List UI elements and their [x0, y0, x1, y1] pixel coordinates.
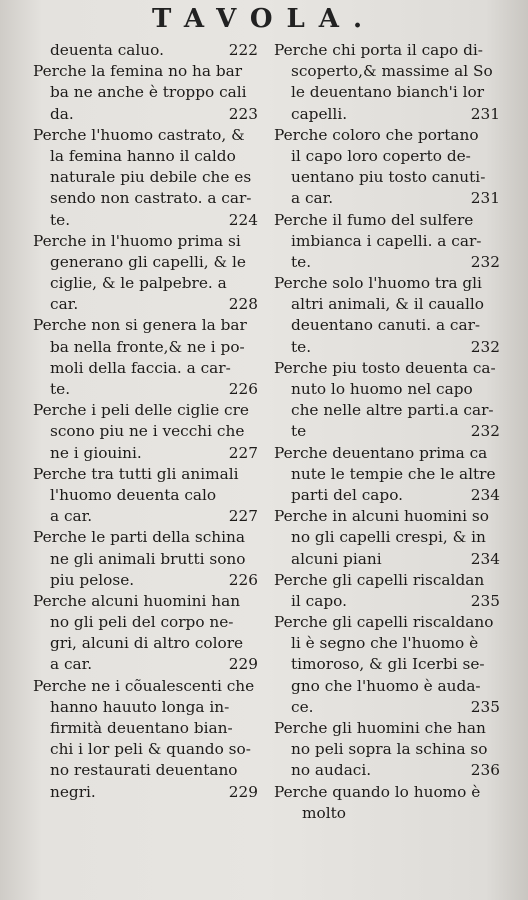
index-line-text: gno che l'huomo è auda-	[291, 676, 481, 695]
index-line	[33, 315, 258, 336]
index-line-text: piu pelose.	[50, 570, 135, 589]
index-line	[33, 549, 258, 570]
index-line	[274, 379, 500, 400]
index-line	[274, 294, 500, 315]
index-line	[274, 231, 500, 252]
index-line	[274, 125, 500, 146]
index-line-text: Perche alcuni huomini han	[33, 591, 241, 610]
index-line-text: che nelle altre parti.a car-	[291, 401, 494, 420]
index-line	[33, 273, 258, 294]
index-line-text: no audaci.	[291, 761, 372, 780]
page-number: 232	[470, 422, 500, 441]
index-line-text: no restaurati deuentano	[50, 761, 238, 780]
index-line-text: ne i giouini.	[50, 443, 142, 462]
page-number: 231	[470, 104, 500, 123]
index-line	[33, 739, 258, 760]
index-line-text: scono piu ne i vecchi che	[50, 422, 245, 441]
index-line	[33, 443, 258, 464]
index-line-text: Perche gli huomini che han	[274, 719, 486, 737]
index-line-text: alcuni piani	[291, 549, 382, 568]
index-line-text: da.	[50, 104, 74, 123]
index-line	[33, 294, 258, 315]
index-line	[274, 337, 500, 358]
index-line	[33, 104, 258, 125]
index-line-text: te.	[50, 210, 71, 229]
index-line-text: imbianca i capelli. a car-	[291, 231, 482, 250]
index-line	[33, 40, 258, 61]
page-number: 232	[470, 337, 500, 356]
index-line	[274, 485, 500, 506]
left-column	[33, 40, 258, 803]
index-line-text: Perche la femina no ha bar	[33, 62, 243, 81]
index-line-text: li è segno che l'huomo è	[291, 634, 479, 653]
index-line	[33, 125, 258, 146]
index-line-text: te.	[50, 380, 71, 398]
index-line	[33, 464, 258, 485]
index-line	[33, 358, 258, 379]
index-line-text: Perche non si genera la bar	[33, 316, 247, 335]
index-line-text: Perche deuentano prima ca	[274, 443, 488, 462]
index-line-text: le deuentano bianch'i lor	[291, 83, 485, 102]
index-line	[274, 506, 500, 527]
index-line	[274, 654, 500, 675]
index-line-text: il capo.	[291, 591, 347, 610]
index-line-text: timoroso, & gli Icerbi se-	[291, 655, 485, 674]
index-line	[33, 782, 258, 803]
index-line-text: nuto lo huomo nel capo	[291, 380, 473, 398]
page-number: 226	[228, 380, 258, 398]
index-line-text: moli della faccia. a car-	[50, 358, 231, 377]
index-line-text: Perche ne i cõualescenti che	[33, 676, 255, 695]
page-number: 222	[228, 41, 258, 59]
index-line	[33, 676, 258, 697]
index-line	[33, 82, 258, 103]
index-line-text: Perche gli capelli riscaldano	[274, 613, 494, 632]
index-line-text: Perche tra tutti gli animali	[33, 464, 239, 483]
index-line-text: generano gli capelli, & le	[50, 252, 246, 271]
index-line-text: te.	[291, 337, 312, 356]
index-line-text: sendo non castrato. a car-	[50, 189, 252, 208]
page-number: 227	[228, 507, 258, 526]
index-line-text: Perche gli capelli riscaldan	[274, 570, 485, 589]
index-line	[274, 104, 500, 125]
index-line	[274, 782, 500, 803]
index-line-text: no gli capelli crespi, & in	[291, 528, 486, 547]
index-line	[274, 803, 500, 824]
index-line	[33, 231, 258, 252]
index-line-text: firmità deuentano bian-	[50, 719, 233, 737]
index-line-text: il capo loro coperto de-	[291, 146, 471, 165]
index-line-text: Perche coloro che portano	[274, 125, 479, 144]
index-line-text: no peli sopra la schina so	[291, 740, 488, 759]
index-line	[274, 443, 500, 464]
index-line-text: car.	[50, 295, 79, 314]
index-line-text: Perche i peli delle ciglie cre	[33, 401, 249, 420]
page-number: 236	[470, 761, 500, 780]
index-line	[274, 61, 500, 82]
index-line	[33, 527, 258, 548]
index-line	[274, 739, 500, 760]
index-line-text: deuentano canuti. a car-	[291, 316, 481, 335]
page-number: 232	[470, 252, 500, 271]
index-line-text: capelli.	[291, 104, 348, 123]
index-line	[274, 421, 500, 442]
index-line	[33, 697, 258, 718]
index-line-text: a car.	[50, 507, 93, 526]
running-title: TAVOLA.	[151, 4, 377, 34]
index-line	[274, 82, 500, 103]
page-number: 226	[228, 570, 258, 589]
index-line	[274, 400, 500, 421]
index-line	[33, 570, 258, 591]
index-line-text: Perche in alcuni huomini so	[274, 507, 489, 526]
index-line	[274, 315, 500, 336]
index-line-text: parti del capo.	[291, 485, 404, 504]
index-line	[33, 421, 258, 442]
index-line	[33, 485, 258, 506]
index-line	[33, 61, 258, 82]
index-line	[33, 210, 258, 231]
index-line-text: ciglie, & le palpebre. a	[50, 274, 227, 293]
index-line	[33, 591, 258, 612]
index-line	[274, 40, 500, 61]
page-number: 227	[228, 443, 258, 462]
index-line	[274, 633, 500, 654]
page-number: 231	[470, 189, 500, 208]
index-line	[274, 210, 500, 231]
index-line	[33, 718, 258, 739]
index-line-text: ce.	[291, 697, 314, 716]
index-line-text: hanno hauuto longa in-	[50, 697, 230, 716]
index-line-text: ba ne anche è troppo cali	[50, 83, 247, 102]
index-line-text: uentano piu tosto canuti-	[291, 168, 486, 187]
index-line-text: negri.	[50, 782, 96, 801]
index-line	[274, 273, 500, 294]
index-line-text: scoperto,& massime al So	[291, 62, 493, 81]
index-line	[274, 358, 500, 379]
index-line-text: a car.	[50, 655, 93, 674]
page-number: 234	[470, 549, 500, 568]
index-line	[274, 146, 500, 167]
index-line-text: l'huomo deuenta calo	[50, 485, 217, 504]
page-number: 229	[228, 782, 258, 801]
index-line-text: chi i lor peli & quando so-	[50, 740, 251, 759]
index-line	[33, 760, 258, 781]
index-line	[33, 337, 258, 358]
page-number: 234	[470, 485, 500, 504]
page-number: 229	[228, 655, 258, 674]
index-line-text: Perche in l'huomo prima si	[33, 231, 241, 250]
index-line	[274, 676, 500, 697]
index-line	[33, 633, 258, 654]
index-line-text: Perche chi porta il capo di-	[274, 41, 483, 59]
index-line-text: no gli peli del corpo ne-	[50, 613, 234, 632]
index-line	[274, 549, 500, 570]
index-line	[274, 188, 500, 209]
index-line	[33, 379, 258, 400]
index-line	[33, 252, 258, 273]
index-line	[274, 612, 500, 633]
index-line-text: te.	[291, 252, 312, 271]
index-line	[33, 506, 258, 527]
index-line-text: Perche il fumo del sulfere	[274, 210, 474, 229]
index-line	[274, 464, 500, 485]
index-line-text: altri animali, & il cauallo	[291, 295, 485, 314]
index-line-text: Perche piu tosto deuenta ca-	[274, 358, 496, 377]
index-line	[274, 167, 500, 188]
index-line-text: Perche solo l'huomo tra gli	[274, 274, 482, 293]
index-line	[33, 188, 258, 209]
index-line	[274, 697, 500, 718]
right-column	[274, 40, 500, 824]
index-line-text: nute le tempie che le altre	[291, 464, 496, 483]
index-line-text: la femina hanno il caldo	[50, 146, 236, 165]
index-line	[274, 252, 500, 273]
index-line-text: te	[291, 422, 307, 441]
index-line	[274, 760, 500, 781]
index-line-text: ba nella fronte,& ne i po-	[50, 337, 245, 356]
index-line	[33, 400, 258, 421]
page-number: 224	[228, 210, 258, 229]
index-line	[274, 591, 500, 612]
index-line	[274, 527, 500, 548]
page-number: 235	[470, 591, 500, 610]
page-number: 223	[228, 104, 258, 123]
index-line	[33, 167, 258, 188]
index-line	[33, 654, 258, 675]
index-line	[274, 570, 500, 591]
index-line	[33, 146, 258, 167]
index-line-text: naturale piu debile che es	[50, 168, 252, 187]
index-line-text: a car.	[291, 189, 334, 208]
index-line-text: ne gli animali brutti sono	[50, 549, 246, 568]
index-line-text: Perche l'huomo castrato, &	[33, 125, 245, 144]
index-line-text: molto	[302, 803, 346, 822]
page-number: 228	[228, 295, 258, 314]
index-line-text: Perche le parti della schina	[33, 528, 245, 547]
index-line	[274, 718, 500, 739]
page-number: 235	[470, 697, 500, 716]
index-line-text: deuenta caluo.	[50, 41, 164, 59]
index-line-text: Perche quando lo huomo è	[274, 782, 481, 801]
index-line	[33, 612, 258, 633]
index-line-text: gri, alcuni di altro colore	[50, 634, 244, 653]
